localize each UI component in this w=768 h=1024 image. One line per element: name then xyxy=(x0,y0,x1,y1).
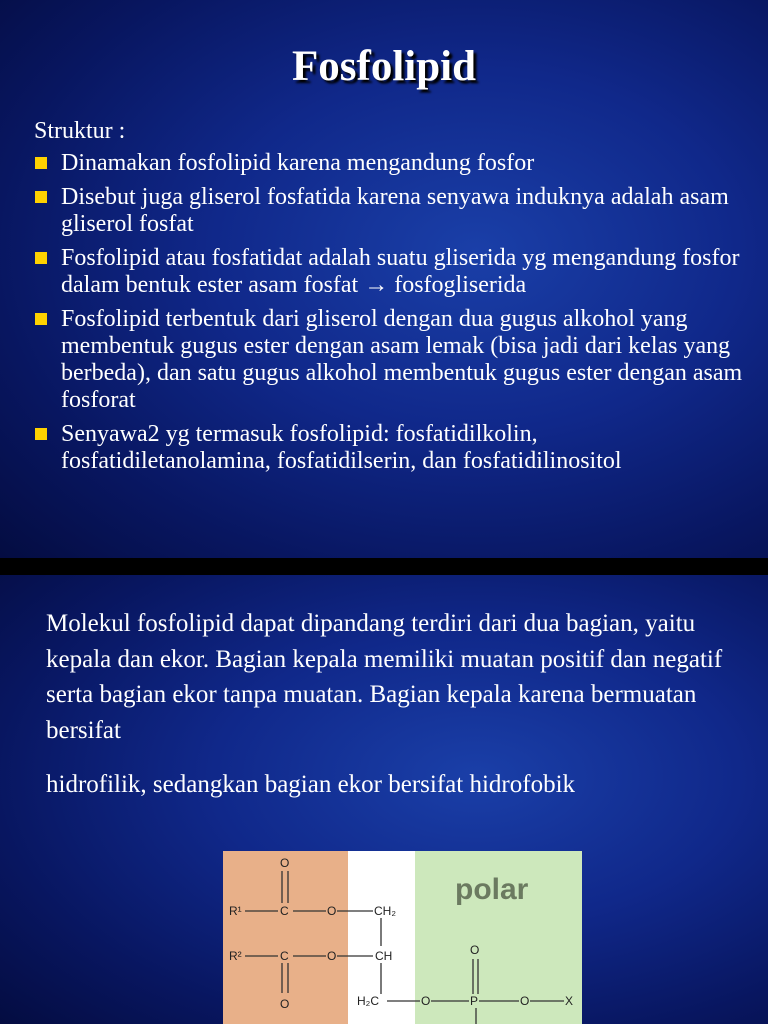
paragraph-molecule-parts: Molekul fosfolipid dapat dipandang terdiri dari dua bagian, yaitu kepala dan ekor. Bagian kepala memiliki muatan positif dan negatif serta bagian ekor tanpa muatan. Bagian kepala karena bermuatan bersifat xyxy=(46,610,723,744)
atom-oxygen: O xyxy=(327,904,337,918)
bullet-item xyxy=(34,184,744,238)
bullet-item xyxy=(34,421,744,475)
square-bullet-icon xyxy=(35,313,47,325)
paragraph-hydrophilic: hidrofilik, sedangkan bagian ekor bersifat hidrofobik xyxy=(46,771,576,798)
atom-ch2: CH₂ xyxy=(374,904,396,918)
atom-oxygen: O xyxy=(421,994,431,1008)
atom-x: X xyxy=(565,994,574,1008)
phospholipid-structure-diagram xyxy=(223,851,582,1024)
atom-phosphorus: P xyxy=(470,994,479,1008)
atom-oxygen: O xyxy=(520,994,530,1008)
slide-separator xyxy=(0,558,768,575)
atom-r1: R¹ xyxy=(229,904,242,918)
bullet-text: Senyawa2 yg termasuk fosfolipid: fosfatidilkolin, fosfatidiletanolamina, fosfatidilserin, dan fosfatidilinositol xyxy=(61,421,622,474)
atom-r2: R² xyxy=(229,949,242,963)
bullet-text: Disebut juga gliserol fosfatida karena senyawa induknya adalah asam gliserol fosfat xyxy=(61,184,729,237)
bullet-text: Dinamakan fosfolipid karena mengandung fosfor xyxy=(61,150,535,176)
square-bullet-icon xyxy=(35,252,47,264)
bullet-text: Fosfolipid terbentuk dari gliserol dengan dua gugus alkohol yang membentuk gugus ester dengan asam lemak (bisa jadi dari kelas yang berbeda), dan satu gugus alkohol membentuk gugus ester dengan asam fosforat xyxy=(61,306,743,413)
bullet-text: Fosfolipid atau fosfatidat adalah suatu gliserida yg mengandung fosfor dalam bentuk ester asam fosfat → fosfogliserida xyxy=(61,245,740,298)
atom-h2c: H₂C xyxy=(357,994,379,1008)
bullet-item xyxy=(34,306,744,414)
bullet-list xyxy=(34,150,744,482)
atom-ch: CH xyxy=(375,949,393,963)
slide-fosfolipid-description xyxy=(0,575,768,1024)
atom-oxygen: O xyxy=(327,949,337,963)
bullet-item xyxy=(34,245,744,299)
slide-title: Fosfolipid xyxy=(292,43,476,90)
square-bullet-icon xyxy=(35,428,47,440)
atom-carbon: C xyxy=(280,949,289,963)
atom-oxygen: O xyxy=(280,856,290,870)
atom-carbon: C xyxy=(280,904,289,918)
atom-oxygen: O xyxy=(470,943,480,957)
bullet-item xyxy=(34,150,744,177)
intro-label: Struktur : xyxy=(34,118,126,144)
square-bullet-icon xyxy=(35,157,47,169)
atom-oxygen: O xyxy=(280,997,290,1011)
square-bullet-icon xyxy=(35,191,47,203)
polar-label: polar xyxy=(455,873,529,906)
